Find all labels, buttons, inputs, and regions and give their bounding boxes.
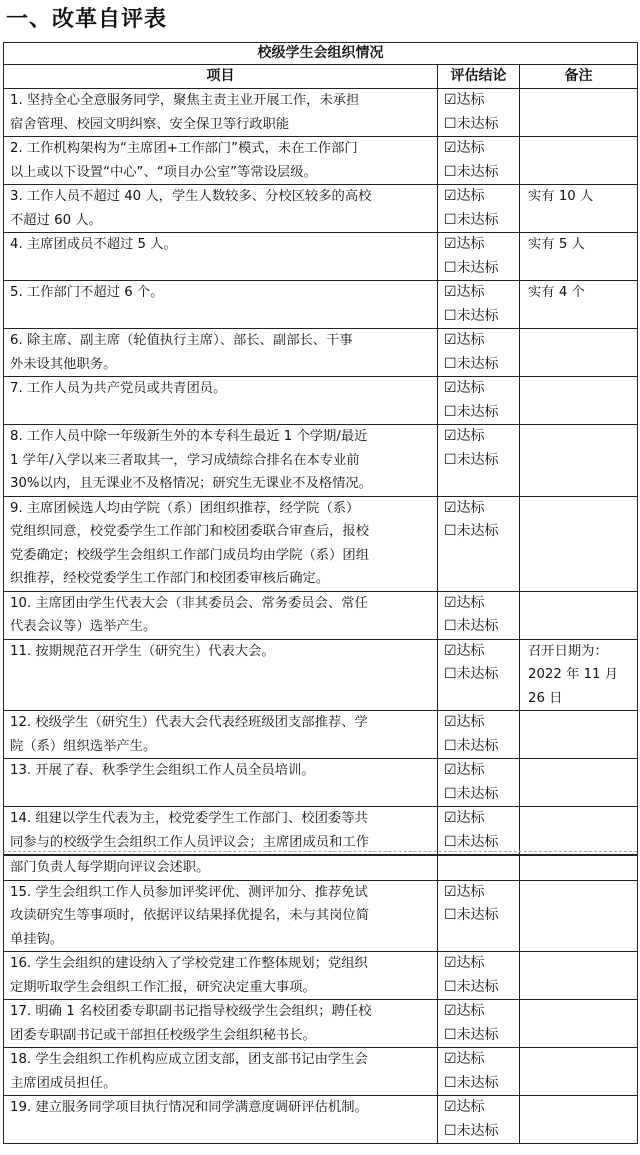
item-cell [4, 496, 438, 591]
table-row [4, 1096, 638, 1144]
item-cell [4, 1096, 438, 1144]
note-text-line: 召开日期为： [528, 643, 608, 659]
table-row [4, 856, 638, 881]
table-row [4, 952, 638, 1000]
item-cell [4, 591, 438, 639]
evaluation-cell [438, 711, 520, 759]
checkbox-unmet[interactable]: ☐未达标 [444, 907, 499, 923]
item-text-line: 19. 建立服务同学项目执行情况和同学满意度调研评估机制。 [10, 1100, 368, 1115]
item-text-line: 1. 坚持全心全意服务同学，聚焦主责主业开展工作，未承担 [10, 93, 360, 108]
evaluation-cell [438, 807, 520, 855]
checkbox-unmet[interactable]: ☐未达标 [444, 355, 499, 372]
item-text-line: 14. 组建以学生代表为主，校党委学生工作部门、校团委等共 [10, 811, 368, 826]
checkbox-unmet[interactable]: ☐未达标 [444, 451, 499, 468]
page-heading: 一、改革自评表 [6, 7, 168, 32]
item-cell [4, 89, 438, 137]
note-cell [520, 807, 638, 855]
checkbox-met[interactable]: ☑达标 [444, 428, 485, 444]
note-cell [520, 1096, 638, 1144]
table-row [4, 880, 638, 952]
item-text-line: 定期听取学生会组织工作汇报，研究决定重大事项。 [10, 979, 316, 995]
item-cell [4, 185, 438, 233]
checkbox-unmet[interactable]: ☐未达标 [444, 833, 499, 850]
note-text-line: 2022 年 11 月 [528, 667, 619, 682]
checkbox-met[interactable]: ☑达标 [444, 762, 485, 778]
table-row [4, 377, 638, 425]
checkbox-unmet[interactable]: ☐未达标 [444, 163, 499, 180]
item-cell [4, 425, 438, 497]
item-text-line: 8. 工作人员中除一年级新生外的本专科生最近 1 个学期/最近 [10, 429, 368, 444]
checkbox-met[interactable]: ☑达标 [444, 955, 485, 971]
note-cell [520, 89, 638, 137]
item-cell [4, 1000, 438, 1048]
note-cell [520, 759, 638, 807]
item-text-line: 30%以内，且无课业不及格情况；研究生无课业不及格情况。 [10, 476, 372, 491]
evaluation-cell [438, 185, 520, 233]
item-cell [4, 880, 438, 952]
note-text-line: 实有 5 人 [528, 237, 585, 252]
item-text-line: 院（系）组织选举产生。 [10, 738, 157, 754]
item-text-line: 部门负责人每学期向评议会述职。 [10, 860, 210, 875]
table-row [4, 711, 638, 759]
item-text-line: 同参与的校级学生会组织工作人员评议会；主席团成员和工作 [10, 834, 370, 850]
checkbox-unmet[interactable]: ☐未达标 [444, 1122, 499, 1139]
note-text-line: 实有 10 人 [528, 189, 594, 204]
item-text-line: 15. 学生会组织工作人员参加评奖评优、测评加分、推荐免试 [10, 884, 368, 900]
checkbox-unmet[interactable]: ☐未达标 [444, 978, 499, 995]
item-text-line: 9. 主席团候选人均由学院（系）团组织推荐，经学院（系） [10, 500, 360, 516]
evaluation-cell [438, 639, 520, 711]
evaluation-cell [438, 856, 520, 881]
checkbox-unmet[interactable]: ☐未达标 [444, 1074, 499, 1091]
note-cell [520, 1000, 638, 1048]
evaluation-cell [438, 1000, 520, 1048]
table-row [4, 1000, 638, 1048]
item-cell [4, 639, 438, 711]
checkbox-unmet[interactable]: ☐未达标 [444, 307, 499, 324]
checkbox-met[interactable]: ☑达标 [444, 810, 485, 826]
note-cell [520, 425, 638, 497]
table-row [4, 137, 638, 185]
note-cell [520, 233, 638, 281]
item-cell [4, 377, 438, 425]
note-cell [520, 952, 638, 1000]
checkbox-unmet[interactable]: ☐未达标 [444, 785, 499, 802]
item-text-line: 6. 除主席、副主席（轮值执行主席）、部长、副部长、干事 [10, 333, 353, 348]
checkbox-unmet[interactable]: ☐未达标 [444, 618, 499, 634]
item-cell [4, 856, 438, 881]
item-text-line: 2. 工作机构架构为“主席团+工作部门”模式，未在工作部门 [10, 141, 358, 156]
evaluation-cell [438, 329, 520, 377]
item-cell [4, 233, 438, 281]
evaluation-cell [438, 233, 520, 281]
item-text-line: 10. 主席团由学生代表大会（非其委员会、常务委员会、常任 [10, 595, 368, 611]
item-cell [4, 711, 438, 759]
checkbox-unmet[interactable]: ☐未达标 [444, 523, 499, 539]
item-text-line: 团委专职副书记或干部担任校级学生会组织秘书长。 [10, 1027, 316, 1043]
note-cell [520, 639, 638, 711]
item-text-line: 攻读研究生等事项时，依据评议结果择优提名，未与其岗位简 [10, 908, 370, 923]
checkbox-met[interactable]: ☑达标 [444, 92, 485, 108]
table-row [4, 329, 638, 377]
checkbox-met[interactable]: ☑达标 [444, 380, 485, 396]
evaluation-cell [438, 281, 520, 329]
item-text-line: 12. 校级学生（研究生）代表大会代表经班级团支部推荐、学 [10, 715, 368, 730]
checkbox-met[interactable]: ☑达标 [444, 1099, 485, 1115]
column-header-item: 项目 [4, 65, 438, 89]
evaluation-cell [438, 425, 520, 497]
checkbox-unmet[interactable]: ☐未达标 [444, 666, 499, 682]
note-text-line: 实有 4 个 [528, 285, 585, 300]
table-row [4, 185, 638, 233]
note-text-line: 26 日 [528, 690, 563, 706]
checkbox-met[interactable]: ☑达标 [444, 714, 485, 730]
item-text-line: 不超过 60 人。 [10, 212, 102, 228]
item-text-line: 18. 学生会组织工作机构应成立团支部，团支部书记由学生会 [10, 1052, 368, 1067]
item-cell [4, 759, 438, 807]
item-text-line: 16. 学生会组织的建设纳入了学校党建工作整体规划；党组织 [10, 956, 368, 971]
evaluation-cell [438, 137, 520, 185]
item-cell [4, 329, 438, 377]
item-text-line: 13. 开展了春、秋季学生会组织工作人员全员培训。 [10, 763, 315, 778]
item-text-line: 4. 主席团成员不超过 5 人。 [10, 237, 177, 252]
item-text-line: 5. 工作部门不超过 6 个。 [10, 285, 164, 300]
table-row [4, 1048, 638, 1096]
evaluation-cell [438, 377, 520, 425]
checkbox-met[interactable]: ☑达标 [444, 236, 485, 252]
item-text-line: 织推荐，经校党委学生工作部门和校团委审核后确定。 [10, 571, 330, 586]
note-cell [520, 281, 638, 329]
checkbox-met[interactable]: ☑达标 [444, 499, 485, 516]
table-row [4, 807, 638, 855]
table-row [4, 233, 638, 281]
column-header-note: 备注 [520, 65, 638, 89]
note-cell [520, 377, 638, 425]
checkbox-unmet[interactable]: ☐未达标 [444, 259, 499, 276]
table-row [4, 639, 638, 711]
checkbox-met[interactable]: ☑达标 [444, 594, 485, 611]
note-cell [520, 880, 638, 952]
item-text-line: 党组织同意，校党委学生工作部门和校团委联合审查后，报校 [10, 524, 370, 539]
checkbox-met[interactable]: ☑达标 [444, 284, 485, 300]
item-text-line: 7. 工作人员为共产党员或共青团员。 [10, 381, 227, 396]
item-text-line: 1 学年/入学以来三者取其一，学习成绩综合排名在本专业前 [10, 452, 360, 468]
checkbox-unmet[interactable]: ☐未达标 [444, 1026, 499, 1043]
note-cell [520, 856, 638, 881]
checkbox-met[interactable]: ☑达标 [444, 1051, 485, 1067]
item-text-line: 宿舍管理、校园文明纠察、安全保卫等行政职能 [10, 116, 290, 132]
item-text-line: 党委确定；校级学生会组织工作部门成员均由学院（系）团组 [10, 547, 370, 563]
item-text-line: 主席团成员担任。 [10, 1075, 117, 1091]
evaluation-cell [438, 880, 520, 952]
checkbox-met[interactable]: ☑达标 [444, 140, 485, 156]
evaluation-cell [438, 952, 520, 1000]
table-row [4, 759, 638, 807]
evaluation-cell [438, 591, 520, 639]
evaluation-cell [438, 89, 520, 137]
item-text-line: 外未设其他职务。 [10, 356, 117, 372]
table-row [4, 591, 638, 639]
item-cell [4, 1048, 438, 1096]
note-cell [520, 185, 638, 233]
table-row [4, 496, 638, 591]
evaluation-cell [438, 759, 520, 807]
checkbox-met[interactable]: ☑达标 [444, 332, 485, 348]
item-text-line: 以上或以下设置“中心”、“项目办公室”等常设层级。 [10, 164, 317, 180]
checkbox-met[interactable]: ☑达标 [444, 642, 485, 659]
checkbox-unmet[interactable]: ☐未达标 [444, 115, 499, 132]
item-text-line: 代表会议等）选举产生。 [10, 619, 157, 634]
item-text-line: 3. 工作人员不超过 40 人，学生人数较多、分校区较多的高校 [10, 189, 372, 204]
item-cell [4, 807, 438, 855]
checkbox-met[interactable]: ☑达标 [444, 188, 485, 204]
table-caption: 校级学生会组织情况 [4, 43, 638, 65]
checkbox-met[interactable]: ☑达标 [444, 1003, 485, 1019]
item-text-line: 单挂钩。 [10, 931, 64, 947]
item-cell [4, 137, 438, 185]
evaluation-cell [438, 496, 520, 591]
evaluation-cell [438, 1048, 520, 1096]
table-row [4, 89, 638, 137]
note-cell [520, 1048, 638, 1096]
note-cell [520, 711, 638, 759]
table-row [4, 281, 638, 329]
item-text-line: 11. 按期规范召开学生（研究生）代表大会。 [10, 643, 275, 659]
item-text-line: 17. 明确 1 名校团委专职副书记指导校级学生会组织；聘任校 [10, 1004, 372, 1019]
column-header-evaluation: 评估结论 [438, 65, 520, 89]
note-cell [520, 137, 638, 185]
note-cell [520, 591, 638, 639]
evaluation-table-page1 [3, 42, 638, 855]
evaluation-cell [438, 1096, 520, 1144]
item-cell [4, 281, 438, 329]
checkbox-unmet[interactable]: ☐未达标 [444, 403, 499, 420]
checkbox-unmet[interactable]: ☐未达标 [444, 737, 499, 754]
evaluation-table-page2 [3, 855, 638, 1144]
note-cell [520, 496, 638, 591]
checkbox-met[interactable]: ☑达标 [444, 883, 485, 900]
table-row [4, 425, 638, 497]
checkbox-unmet[interactable]: ☐未达标 [444, 211, 499, 228]
item-cell [4, 952, 438, 1000]
note-cell [520, 329, 638, 377]
